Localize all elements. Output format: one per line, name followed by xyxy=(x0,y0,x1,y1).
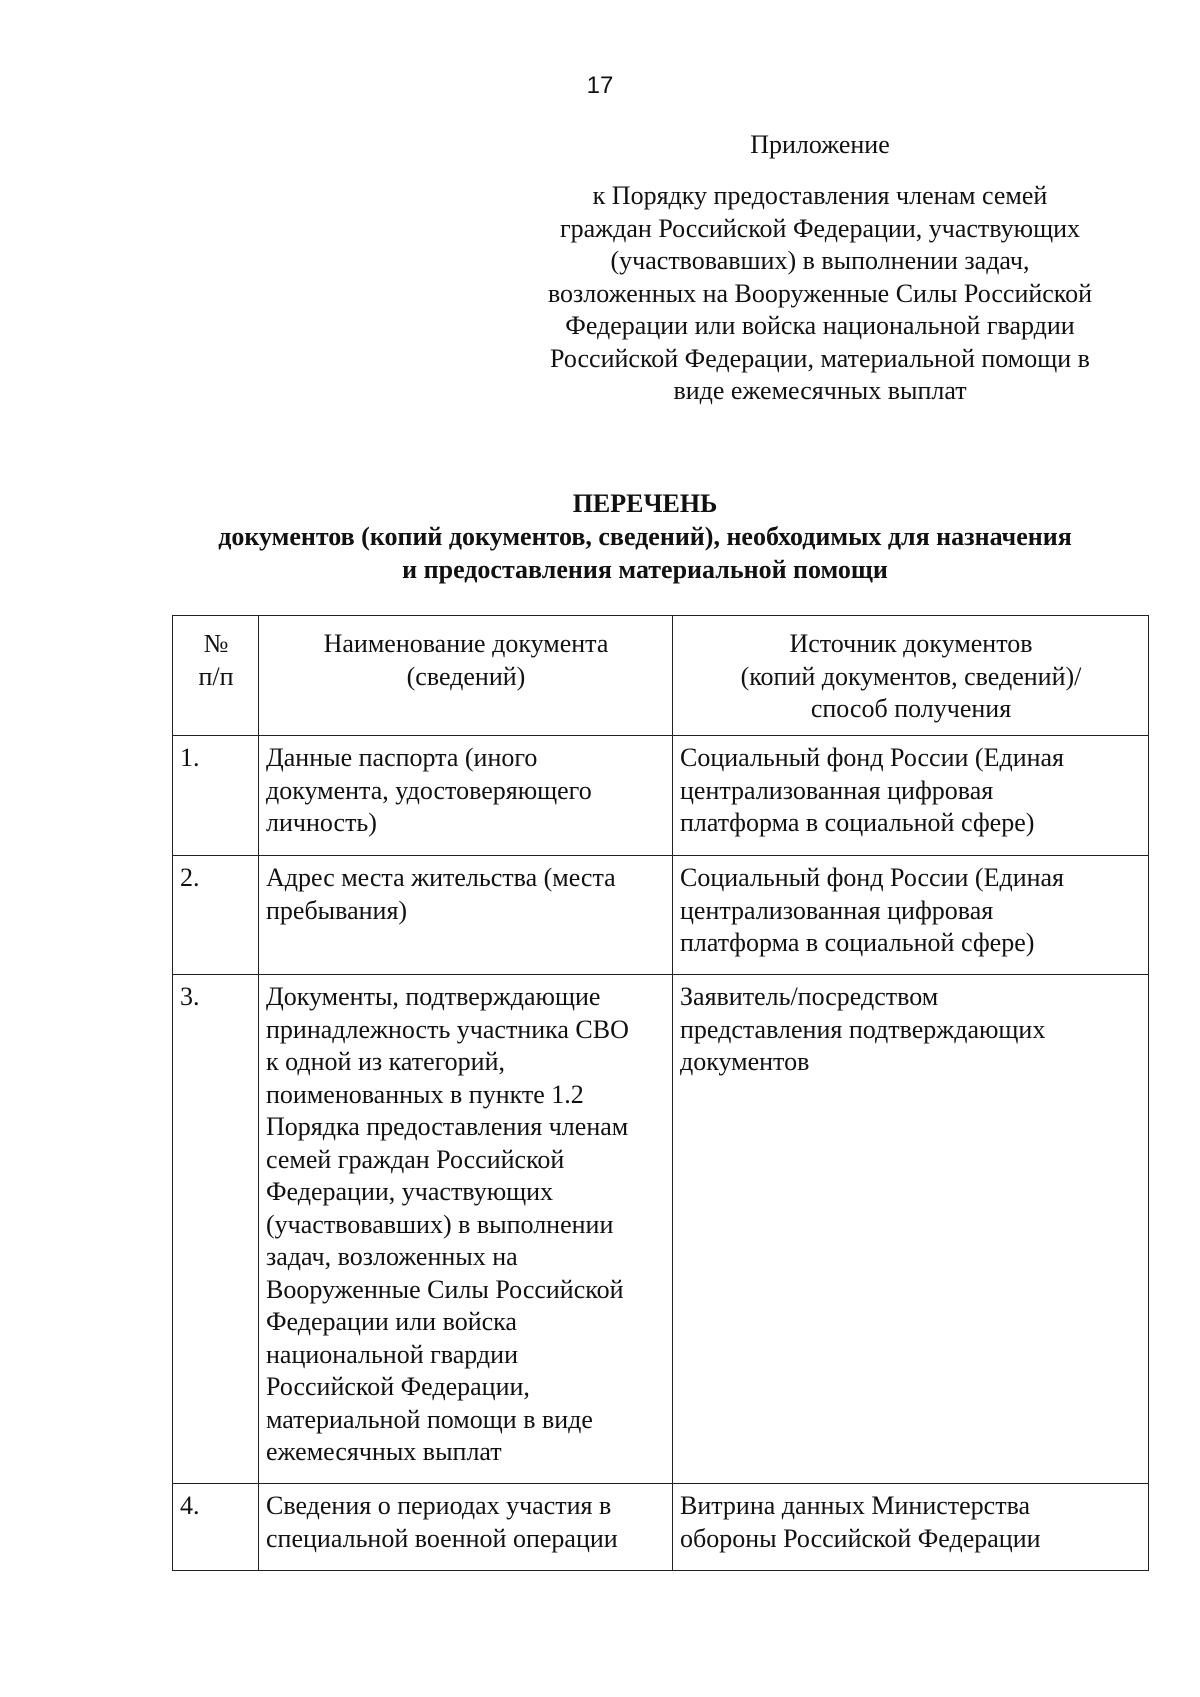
document-heading xyxy=(0,487,1200,586)
documents-table xyxy=(172,615,1149,1571)
appendix-line: граждан Российской Федерации, участвующих xyxy=(559,213,1081,243)
heading-subtitle-line: документов (копий документов, сведений), необходимых для назначения xyxy=(218,522,1072,551)
cell-num: 1. xyxy=(173,736,259,856)
page-number: 17 xyxy=(586,72,614,99)
appendix-reference xyxy=(500,180,1140,408)
cell-name: Адрес места жительства (места пребывания) xyxy=(259,856,673,975)
appendix-line: возложенных на Вооруженные Силы Российской xyxy=(547,278,1093,308)
cell-num: 3. xyxy=(173,975,259,1484)
appendix-line: (участвовавших) в выполнении задач, xyxy=(610,246,1030,275)
table-row xyxy=(173,1484,1149,1571)
appendix-title: Приложение xyxy=(750,130,890,159)
cell-source: Социальный фонд России (Единая централизованная цифровая платформа в социальной сфере) xyxy=(673,856,1149,975)
header-name: Наименование документа (сведений) xyxy=(259,616,673,736)
appendix-line: виде ежемесячных выплат xyxy=(673,376,967,405)
cell-num: 2. xyxy=(173,856,259,975)
cell-name: Документы, подтверждающие принадлежность участника СВО к одной из категорий, поименованных в пункте 1.2 Порядка предоставления членам семей граждан Российской Федерации, участвующих (участвовавших) в выполнении задач, возложенных на Вооруженные Силы Российской Федерации или войска национальной гвардии Российской Федерации, материальной помощи в виде ежемесячных выплат xyxy=(259,975,673,1484)
cell-name: Данные паспорта (иного документа, удостоверяющего личность) xyxy=(259,736,673,856)
cell-source: Витрина данных Министерства обороны Российской Федерации xyxy=(673,1484,1149,1571)
heading-subtitle-line: и предоставления материальной помощи xyxy=(402,555,888,584)
cell-num: 4. xyxy=(173,1484,259,1571)
header-source: Источник документов (копий документов, сведений)/ способ получения xyxy=(673,616,1149,736)
cell-source: Социальный фонд России (Единая централизованная цифровая платформа в социальной сфере) xyxy=(673,736,1149,856)
header-num: № п/п xyxy=(173,616,259,736)
cell-source: Заявитель/посредством представления подтверждающих документов xyxy=(673,975,1149,1484)
appendix-line: к Порядку предоставления членам семей xyxy=(592,181,1048,210)
table-row xyxy=(173,736,1149,856)
appendix-line: Российской Федерации, материальной помощи в xyxy=(550,343,1090,373)
table-header-row xyxy=(173,616,1149,736)
table-row xyxy=(173,975,1149,1484)
appendix-line: Федерации или войска национальной гвардии xyxy=(565,311,1075,340)
cell-name: Сведения о периодах участия в специальной военной операции xyxy=(259,1484,673,1571)
heading-title: ПЕРЕЧЕНЬ xyxy=(572,489,718,518)
table-row xyxy=(173,856,1149,975)
